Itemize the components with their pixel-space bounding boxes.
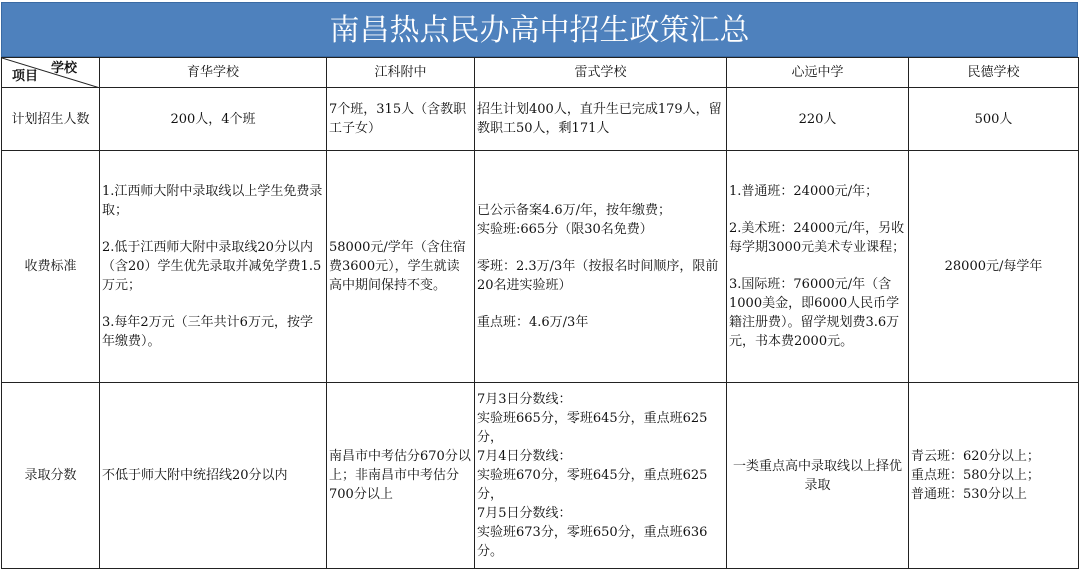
corner-item-label: 项目	[12, 69, 39, 84]
fees-jiangke: 58000元/学年（含住宿费3600元），学生就读高中期间保持不变。	[327, 151, 475, 383]
fees-row	[2, 151, 1079, 383]
corner-school-label: 学校	[50, 61, 77, 76]
scores-leishi-line: 7月3日分数线：	[477, 392, 572, 407]
fees-yuhua-item: 1.江西师大附中录取线以上学生免费录取；	[102, 184, 323, 218]
scores-leishi-line: 7月5日分数线：	[477, 506, 572, 521]
scores-xinyuan: 一类重点高中录取线以上择优录取	[727, 383, 909, 569]
scores-leishi-line: 7月4日分数线：	[477, 449, 572, 464]
scores-minde-line: 重点班：580分以上；	[911, 468, 1040, 483]
fees-xinyuan-item: 2.美术班：24000元/年，另收每学期3000元美术专业课程；	[729, 221, 906, 255]
policy-table	[1, 57, 1079, 569]
row-label-scores: 录取分数	[2, 383, 100, 569]
school-header-jiangke: 江科附中	[327, 58, 475, 88]
fees-leishi-item	[477, 313, 724, 332]
scores-row	[2, 383, 1079, 569]
scores-minde-line: 青云班：620分以上；	[911, 449, 1040, 464]
plan-minde: 500人	[909, 88, 1079, 151]
header-row	[2, 58, 1079, 88]
fees-minde: 28000元/每学年	[909, 151, 1079, 383]
plan-leishi: 招生计划400人，直升生已完成179人，留教职工50人，剩171人	[475, 88, 727, 151]
fees-leishi-item	[477, 201, 724, 239]
corner-header-cell	[2, 58, 100, 88]
plan-row	[2, 88, 1079, 151]
fees-leishi-line: 零班：2.3万/3年（按报名时间顺序，限前20名进实验班）	[477, 259, 719, 293]
scores-yuhua: 不低于师大附中统招线20分以内	[100, 383, 327, 569]
scores-leishi-line: 实验班665分，零班645分，重点班625分，	[477, 411, 708, 445]
scores-leishi-line: 实验班670分，零班645分，重点班625分，	[477, 468, 708, 502]
scores-jiangke: 南昌市中考估分670分以上；非南昌市中考估分700分以上	[327, 383, 475, 569]
fees-xinyuan-item: 1.普通班：24000元/年；	[729, 184, 879, 199]
school-header-xinyuan: 心远中学	[727, 58, 909, 88]
fees-xinyuan-item: 3.国际班：76000元/年（含1000美金，即6000人民币学籍注册费）。留学规划费3.6万元，书本费2000元。	[729, 277, 900, 349]
row-label-plan: 计划招生人数	[2, 88, 100, 151]
fees-xinyuan	[727, 151, 909, 383]
fees-leishi-line: 实验班:665分（限30名免费）	[477, 222, 653, 237]
scores-leishi	[475, 383, 727, 569]
fees-leishi	[475, 151, 727, 383]
plan-xinyuan: 220人	[727, 88, 909, 151]
school-header-minde: 民德学校	[909, 58, 1079, 88]
scores-minde	[909, 383, 1079, 569]
school-header-yuhua: 育华学校	[100, 58, 327, 88]
fees-yuhua-item: 2.低于江西师大附中录取线20分以内（含20）学生优先录取并减免学费1.5万元；	[102, 240, 322, 293]
fees-leishi-line: 重点班：4.6万/3年	[477, 315, 589, 330]
scores-leishi-line: 实验班673分，零班650分，重点班636分。	[477, 525, 708, 559]
sheet-title: 南昌热点民办高中招生政策汇总	[1, 2, 1078, 57]
fees-leishi-item	[477, 257, 724, 295]
fees-yuhua-item: 3.每年2万元（三年共计6万元，按学年缴费）。	[102, 315, 313, 349]
fees-yuhua	[100, 151, 327, 383]
scores-minde-line: 普通班：530分以上	[911, 487, 1027, 502]
fees-leishi-line: 已公示备案4.6万/年，按年缴费；	[477, 203, 672, 218]
school-header-leishi: 雷式学校	[475, 58, 727, 88]
plan-yuhua: 200人，4个班	[100, 88, 327, 151]
row-label-fees: 收费标准	[2, 151, 100, 383]
plan-jiangke: 7个班，315人（含教职工子女）	[327, 88, 475, 151]
